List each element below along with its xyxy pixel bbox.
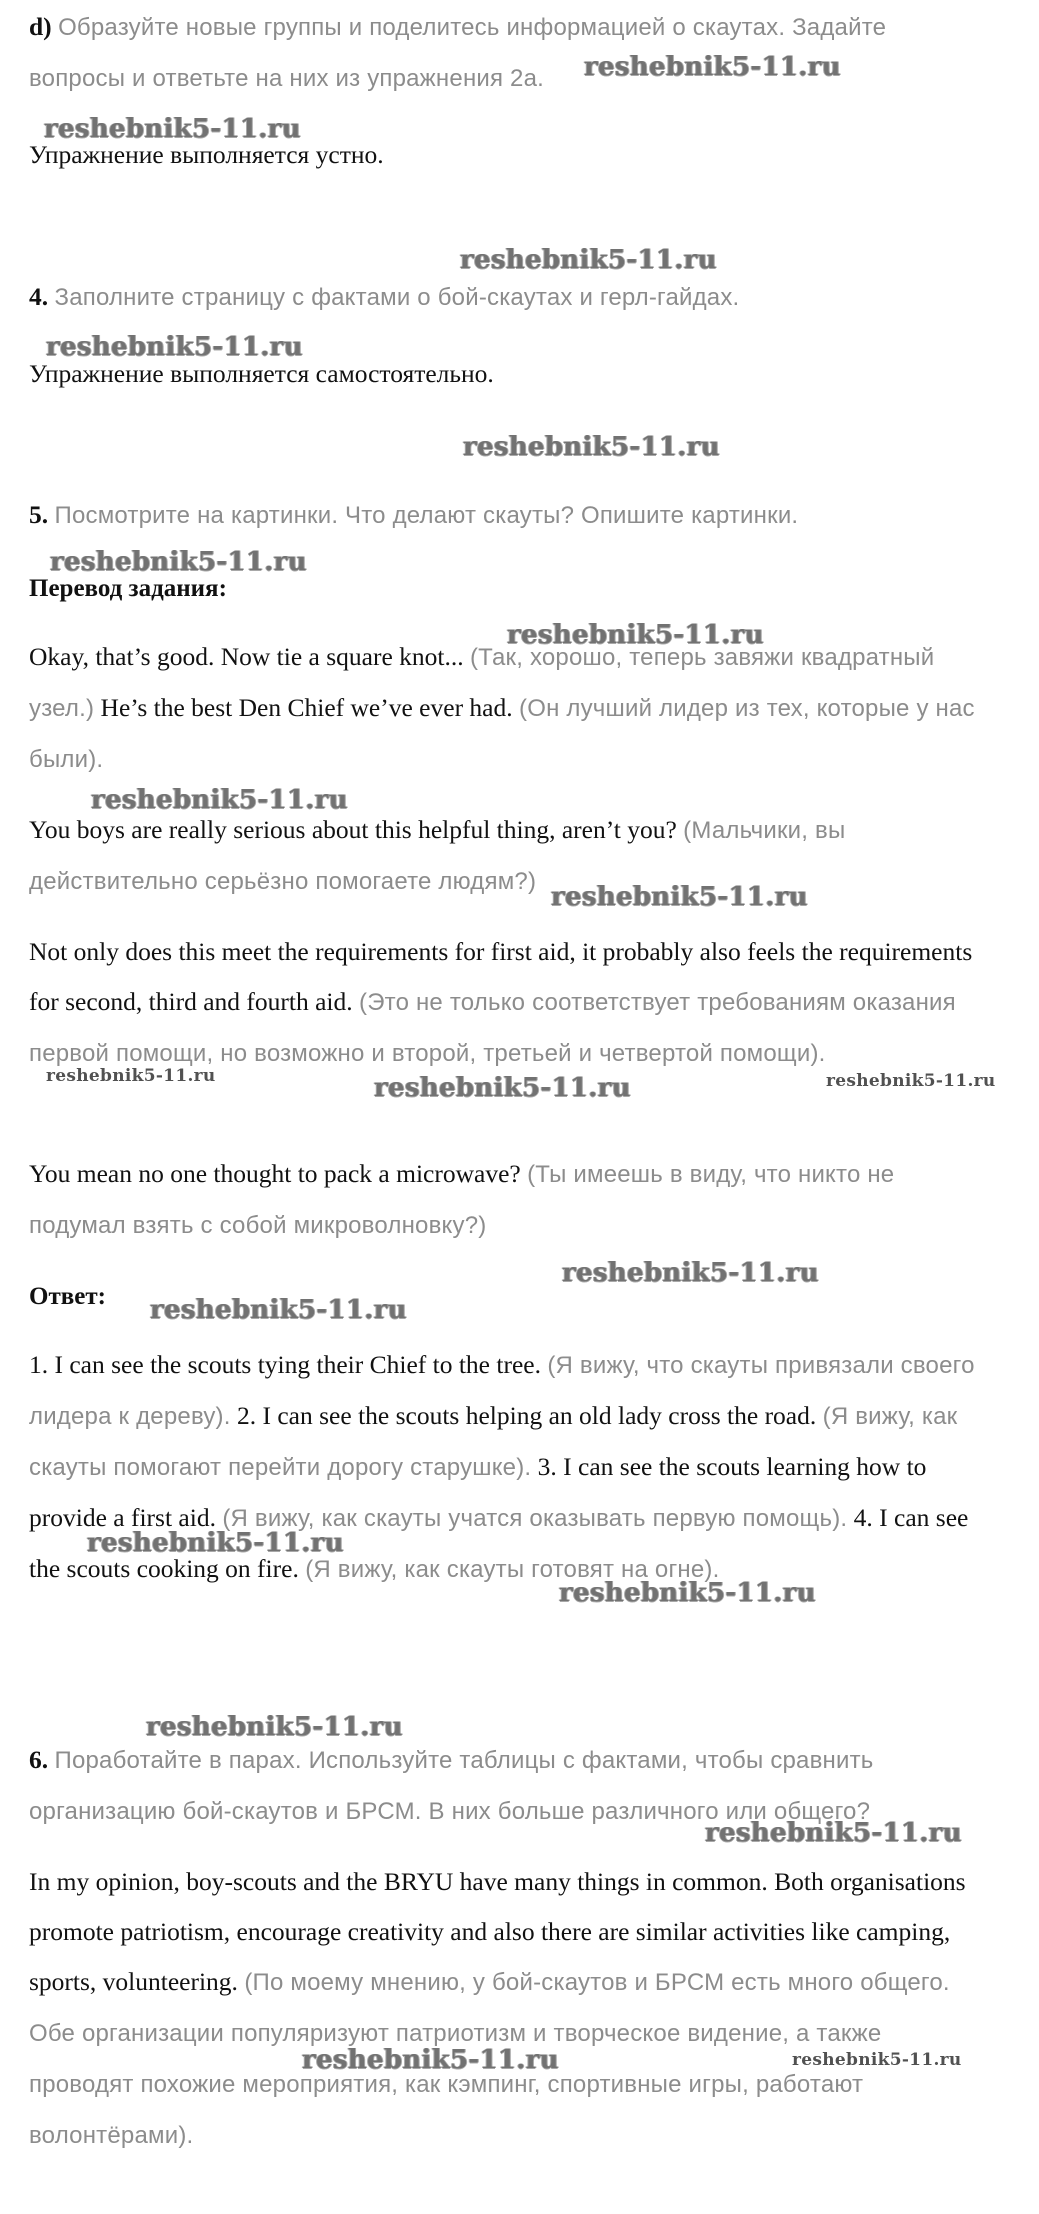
russian-text: (Ты имеешь в виду, что никто не подумал взять с собой микроволновку?): [29, 1161, 895, 1239]
watermark: reshebnik5-11.ru: [584, 52, 841, 82]
russian-text: (Он лучший лидер из тех, которые у нас были).: [29, 695, 975, 773]
watermark: reshebnik5-11.ru: [46, 1066, 216, 1086]
english-text: 1. I can see the scouts tying their Chief to the tree.: [29, 1350, 541, 1379]
english-text: In my opinion, boy-scouts and the BRYU have many things in common. Both organisations promote patriotism, encourage creativity and also there are similar activities like camping, sports, volunteering.: [29, 1867, 966, 1996]
task-6-answer: [29, 1857, 989, 2161]
watermark: reshebnik5-11.ru: [44, 114, 301, 144]
watermark: reshebnik5-11.ru: [463, 432, 720, 462]
watermark: reshebnik5-11.ru: [792, 2050, 962, 2070]
russian-text: (Я вижу, как скауты учатся оказывать первую помощь).: [222, 1505, 848, 1532]
task-number: 6.: [29, 1745, 49, 1774]
english-text: 4. I can see the scouts cooking on fire.: [29, 1503, 969, 1583]
instruction-text: Посмотрите на картинки. Что делают скауты? Опишите картинки.: [54, 502, 799, 529]
english-text: Okay, that’s good. Now tie a square knot...: [29, 642, 464, 671]
watermark: reshebnik5-11.ru: [562, 1258, 819, 1288]
russian-text: (Мальчики, вы действительно серьёзно помогаете людям?): [29, 817, 846, 895]
task-5-instruction: [29, 490, 989, 541]
task-number: 5.: [29, 500, 49, 529]
translation-paragraph-1: [29, 632, 989, 785]
task-4-answer: Упражнение выполняется самостоятельно.: [29, 359, 494, 388]
task-d-instruction: [29, 2, 989, 104]
task-d-answer: Упражнение выполняется устно.: [29, 140, 384, 169]
watermark: reshebnik5-11.ru: [374, 1073, 631, 1103]
russian-text: (Я вижу, как скауты готовят на огне).: [305, 1556, 720, 1583]
watermark: reshebnik5-11.ru: [46, 332, 303, 362]
english-text: You boys are really serious about this helpful thing, aren’t you?: [29, 815, 677, 844]
russian-text: (Я вижу, как скауты помогают перейти дорогу старушке).: [29, 1403, 958, 1481]
watermark: reshebnik5-11.ru: [146, 1712, 403, 1742]
instruction-text: Заполните страницу с фактами о бой-скаутах и герл-гайдах.: [54, 284, 740, 311]
english-text: 3. I can see the scouts learning how to provide a first aid.: [29, 1452, 927, 1532]
watermark: reshebnik5-11.ru: [91, 785, 348, 815]
russian-text: (По моему мнению, у бой-скаутов и БРСМ есть много общего. Обе организации популяризуют патриотизм и творческое видение, а также проводят похожие мероприятия, как кэмпинг, спортивные игры, работают волонтёрами).: [29, 1969, 950, 2149]
russian-text: (Так, хорошо, теперь завяжи квадратный узел.): [29, 644, 935, 722]
answer-heading: Ответ:: [29, 1283, 106, 1310]
translation-heading: Перевод задания:: [29, 575, 227, 602]
english-text: He’s the best Den Chief we’ve ever had.: [100, 693, 513, 722]
watermark: reshebnik5-11.ru: [705, 1818, 962, 1848]
translation-paragraph-4: [29, 1149, 989, 1251]
watermark: reshebnik5-11.ru: [559, 1578, 816, 1608]
translation-paragraph-3: [29, 927, 989, 1079]
watermark: reshebnik5-11.ru: [87, 1528, 344, 1558]
instruction-text: Образуйте новые группы и поделитесь информацией о скаутах. Задайте вопросы и ответьте на них из упражнения 2а.: [29, 14, 887, 92]
watermark: reshebnik5-11.ru: [302, 2045, 559, 2075]
watermark: reshebnik5-11.ru: [551, 882, 808, 912]
translation-paragraph-2: [29, 805, 989, 907]
task-5-answer: [29, 1340, 989, 1595]
watermark: reshebnik5-11.ru: [50, 547, 307, 577]
task-4-instruction: [29, 272, 989, 323]
english-text: Not only does this meet the requirements for first aid, it probably also feels the requirements for second, third and fourth aid.: [29, 937, 973, 1016]
russian-text: (Я вижу, что скауты привязали своего лидера к дереву).: [29, 1352, 975, 1430]
task-6-instruction: [29, 1735, 989, 1837]
english-text: You mean no one thought to pack a microwave?: [29, 1159, 521, 1188]
task-number: 4.: [29, 282, 49, 311]
watermark: reshebnik5-11.ru: [150, 1295, 407, 1325]
watermark: reshebnik5-11.ru: [826, 1071, 996, 1091]
watermark: reshebnik5-11.ru: [460, 245, 717, 275]
russian-text: (Это не только соответствует требованиям оказания первой помощи, но возможно и второй, третьей и четвертой помощи).: [29, 989, 956, 1067]
watermark: reshebnik5-11.ru: [507, 620, 764, 650]
instruction-text: Поработайте в парах. Используйте таблицы с фактами, чтобы сравнить организацию бой-скаутов и БРСМ. В них больше различного или общего?: [29, 1747, 874, 1825]
english-text: 2. I can see the scouts helping an old lady cross the road.: [237, 1401, 817, 1430]
task-number: d): [29, 12, 52, 41]
